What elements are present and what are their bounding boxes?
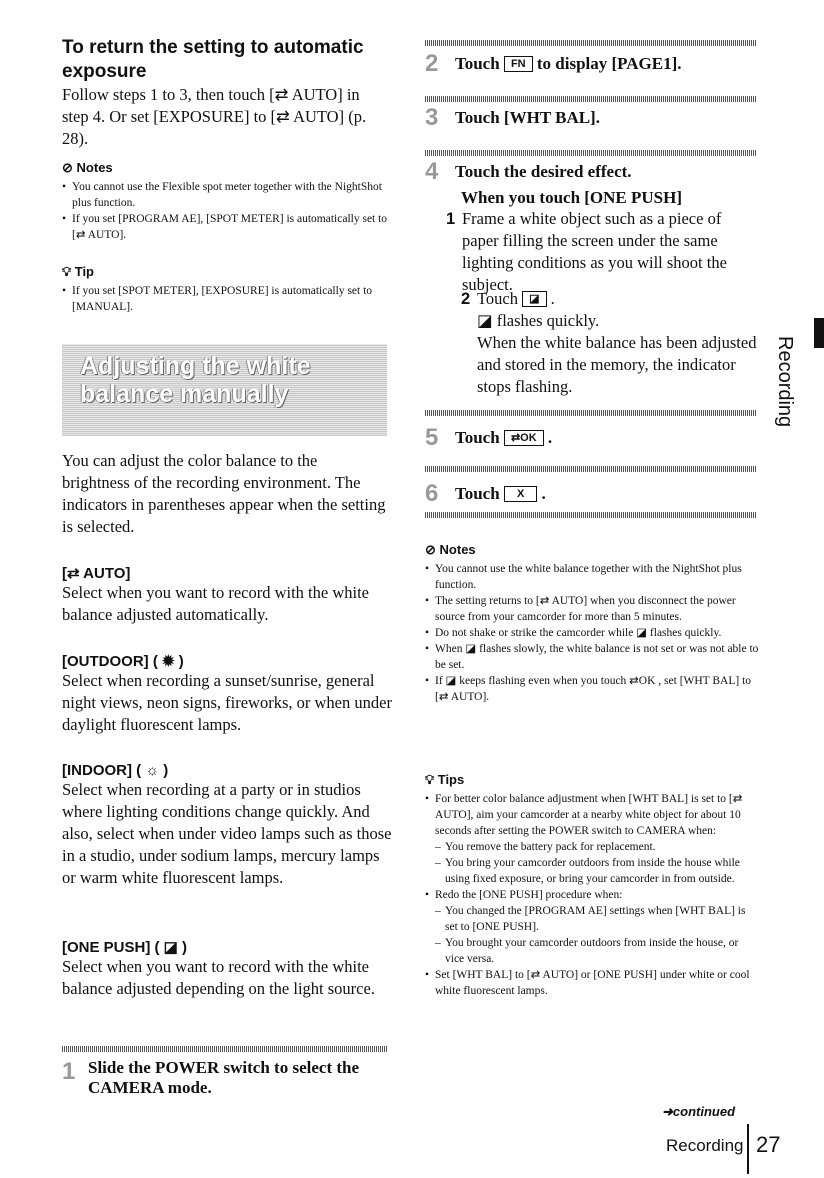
- tip-subitem: – You changed the [PROGRAM AE] settings when [WHT BAL] is set to [ONE PUSH].: [435, 903, 760, 935]
- section-description: You can adjust the color balance to the brightness of the recording environment. The indicators in parentheses appear when the setting is selected.: [62, 451, 386, 536]
- mode-title: [ONE PUSH] ( ◪ ): [62, 939, 188, 956]
- section-side-label: Recording: [774, 336, 796, 428]
- tip-subitem: – You brought your camcorder outdoors from inside the house, or vice versa.: [435, 935, 760, 967]
- notes-icon: ⊘: [425, 542, 436, 557]
- page-number: 27: [756, 1132, 781, 1157]
- tip-item: [425, 887, 760, 967]
- step-text: Touch: [454, 484, 500, 503]
- step-text: Slide the POWER switch to select the CAMERA mode.: [88, 1058, 360, 1097]
- step-number: 1: [62, 1058, 76, 1085]
- step-number: 5: [425, 424, 439, 451]
- step-5: [425, 424, 552, 452]
- mode-title: [INDOOR] ( ☼ ): [62, 762, 169, 779]
- note-item: • If ◪ keeps flashing even when you touch ⇄OK , set [WHT BAL] to [⇄ AUTO].: [425, 673, 760, 705]
- continued-label: [662, 1104, 735, 1120]
- divider: [425, 150, 757, 156]
- step-text: Touch the desired effect.: [454, 162, 632, 181]
- continued-text: continued: [672, 1104, 736, 1119]
- notes-icon: ⊘: [62, 160, 73, 175]
- step-1: [62, 1058, 392, 1098]
- step-text: .: [541, 484, 546, 503]
- heading-auto-exposure: To return the setting to automatic exposure: [62, 37, 364, 82]
- sidebar-tab-marker: [814, 318, 824, 348]
- footer-section: Recording: [666, 1136, 744, 1155]
- tip-text: For better color balance adjustment when [WHT BAL] is set to [⇄ AUTO], aim your camcorder at a nearby white object for about 10 seconds after setting the POWER switch to CAMERA when:: [435, 793, 743, 837]
- tips-right: [425, 772, 760, 999]
- mode-one-push: [62, 938, 392, 1000]
- sub-step-text: Frame a white object such as a piece of paper filling the screen under the same lighting conditions as you will shoot the subject.: [462, 209, 727, 294]
- step-text: Touch: [454, 428, 500, 447]
- tip-icon: 💡︎: [62, 264, 72, 279]
- sub-step-text: Touch: [477, 289, 519, 308]
- tip-item: • If you set [SPOT METER], [EXPOSURE] is automatically set to [MANUAL].: [62, 283, 392, 315]
- note-item: • When ◪ flashes slowly, the white balance is not set or was not able to be set.: [425, 641, 760, 673]
- ok-button[interactable]: ⇄OK: [504, 430, 544, 446]
- tip-item: • Set [WHT BAL] to [⇄ AUTO] or [ONE PUSH] under white or cool white fluorescent lamps.: [425, 967, 760, 999]
- sub-step-1: [446, 208, 762, 296]
- divider: [62, 1046, 387, 1052]
- note-item: • You cannot use the white balance together with the NightShot plus function.: [425, 561, 760, 593]
- mode-text: Select when you want to record with the white balance adjusted automatically.: [62, 583, 369, 624]
- step-text: .: [547, 428, 553, 447]
- mode-text: Select when you want to record with the white balance adjusted depending on the light source.: [62, 957, 375, 998]
- divider: [425, 466, 757, 472]
- close-button[interactable]: X: [504, 486, 537, 502]
- notes-right: [425, 542, 760, 705]
- step-number: 2: [425, 50, 439, 77]
- arrow-right-icon: ➜: [662, 1104, 673, 1119]
- divider: [425, 512, 757, 518]
- step-text: Touch [WHT BAL].: [454, 108, 600, 127]
- step-text: Touch: [454, 54, 500, 73]
- tip-title: Tip: [74, 264, 94, 279]
- notes-title: Notes: [76, 160, 113, 175]
- section-title: Adjusting the white balance manually: [80, 352, 311, 408]
- sub-step-number: 1: [446, 210, 456, 228]
- footer-divider: [747, 1124, 749, 1174]
- sub-step-number: 2: [461, 290, 471, 308]
- mode-text: Select when recording at a party or in studios where lighting conditions change quickly. And also, select when under video lamps such as those in a studio, under sodium lamps, mercury lamps or warm white fluorescent lamps.: [62, 780, 392, 887]
- mode-outdoor: [62, 652, 392, 736]
- divider: [425, 410, 757, 416]
- step-2: [425, 50, 682, 78]
- intro-text: Follow steps 1 to 3, then touch [⇄ AUTO] in step 4. Or set [EXPOSURE] to [⇄ AUTO] (p. 28).: [62, 85, 367, 148]
- notes-title: Notes: [439, 542, 476, 557]
- step-number: 3: [425, 104, 439, 131]
- tip-subitem: – You remove the battery pack for replacement.: [435, 839, 760, 855]
- divider: [425, 96, 757, 102]
- step-6: [425, 480, 546, 508]
- tip-text: Redo the [ONE PUSH] procedure when:: [435, 889, 623, 901]
- step-number: 4: [425, 158, 439, 185]
- flash-line: ◪ flashes quickly.: [477, 311, 600, 330]
- note-item: • Do not shake or strike the camcorder while ◪ flashes quickly.: [425, 625, 760, 641]
- sub-step-detail: When the white balance has been adjusted and stored in the memory, the indicator stops flashing.: [477, 333, 757, 396]
- note-item: • You cannot use the Flexible spot meter together with the NightShot plus function.: [62, 179, 392, 211]
- note-item: • The setting returns to [⇄ AUTO] when you disconnect the power source from your camcorder for more than 5 minutes.: [425, 593, 760, 625]
- notes-left: [62, 160, 392, 243]
- section-banner: [62, 344, 387, 436]
- sub-step-text: .: [550, 289, 555, 308]
- fn-button[interactable]: FN: [504, 56, 533, 72]
- tips-title: Tips: [437, 772, 465, 787]
- tip-left: [62, 264, 392, 315]
- sub-step-2: [461, 288, 762, 398]
- one-push-button[interactable]: ◪: [522, 291, 546, 307]
- divider: [425, 40, 757, 46]
- mode-auto: [62, 564, 392, 626]
- tip-subitem: – You bring your camcorder outdoors from inside the house while using fixed exposure, or bring your camcorder in from outside.: [435, 855, 760, 887]
- mode-indoor: [62, 762, 392, 889]
- step-4-subheading: When you touch [ONE PUSH]: [461, 188, 683, 207]
- tip-item: [425, 791, 760, 887]
- step-number: 6: [425, 480, 439, 507]
- tip-icon: 💡︎: [425, 772, 435, 787]
- mode-title: [OUTDOOR] ( ✹ ): [62, 653, 184, 670]
- mode-title: [⇄ AUTO]: [62, 565, 131, 582]
- step-3: [425, 104, 600, 132]
- note-item: • If you set [PROGRAM AE], [SPOT METER] is automatically set to [⇄ AUTO].: [62, 211, 392, 243]
- step-4: [425, 158, 760, 208]
- step-text: to display [PAGE1].: [536, 54, 682, 73]
- mode-text: Select when recording a sunset/sunrise, general night views, neon signs, fireworks, or when under daylight fluorescent lamps.: [62, 671, 392, 734]
